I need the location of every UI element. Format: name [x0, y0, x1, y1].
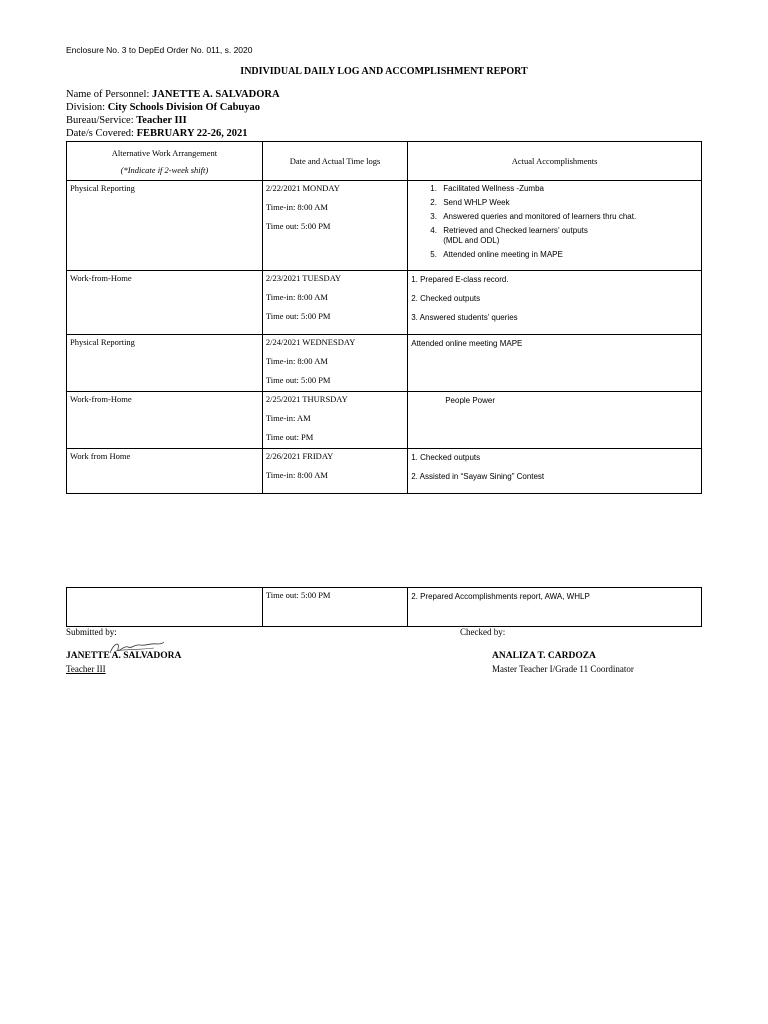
time-out: Time out: 5:00 PM — [265, 590, 331, 600]
date-day: 2/24/2021 WEDNESDAY — [265, 337, 356, 347]
table-row — [67, 181, 702, 271]
division-value: City Schools Division Of Cabuyao — [107, 102, 260, 113]
time-log-cell — [262, 271, 407, 335]
submitter-title: Teacher III — [66, 664, 106, 674]
table-row — [67, 271, 702, 335]
time-log-cell — [262, 181, 407, 271]
date-day: 2/26/2021 FRIDAY — [265, 451, 334, 461]
submitter-name: JANETTE A. SALVADORA — [66, 651, 182, 661]
accomplishment-list — [411, 184, 698, 260]
time-log-cell — [262, 449, 407, 494]
time-in: Time-in: 8:00 AM — [265, 470, 328, 480]
bureau-value: Teacher III — [136, 115, 187, 126]
arrangement-cell: Work-from-Home — [67, 271, 263, 335]
accomplishments-cell — [408, 335, 702, 392]
table-row — [67, 588, 702, 627]
date-day: 2/23/2021 TUESDAY — [265, 273, 342, 283]
date-day: 2/22/2021 MONDAY — [265, 183, 340, 193]
name-label: Name of Personnel: — [66, 89, 150, 100]
dates-covered — [66, 128, 248, 140]
list-item-subtext: (MDL and ODL) — [443, 236, 500, 245]
header-accomplishments: Actual Accomplishments — [408, 142, 702, 181]
accomplishment-line: 1. Prepared E-class record. — [411, 275, 509, 284]
checked-by-label: Checked by: — [460, 627, 506, 637]
accomplishment-line: Attended online meeting MAPE — [411, 339, 523, 348]
division — [66, 102, 260, 114]
header-arrangement-note: (*Indicate if 2-week shift) — [120, 164, 209, 175]
table-header-row — [67, 142, 702, 181]
checker-name: ANALIZA T. CARDOZA — [492, 651, 596, 661]
dates-value: FEBRUARY 22-26, 2021 — [136, 128, 248, 139]
accomplishments-cell — [408, 392, 702, 449]
arrangement-cell: Physical Reporting — [67, 181, 263, 271]
personnel-name — [66, 89, 280, 101]
submitted-by-label: Submitted by: — [66, 627, 117, 637]
arrangement-cell — [67, 588, 263, 627]
time-in: Time-in: 8:00 AM — [265, 202, 328, 212]
time-in: Time-in: 8:00 AM — [265, 292, 328, 302]
header-arrangement — [67, 142, 263, 181]
accomplishments-cell — [408, 181, 702, 271]
list-item — [439, 226, 698, 246]
time-out: Time out: 5:00 PM — [265, 311, 331, 321]
checker-title: Master Teacher I/Grade 11 Coordinator — [492, 664, 634, 674]
name-value: JANETTE A. SALVADORA — [152, 89, 280, 100]
table-row — [67, 449, 702, 494]
time-log-cell — [262, 392, 407, 449]
time-in: Time-in: AM — [265, 413, 311, 423]
time-out: Time out: PM — [265, 432, 314, 442]
header-arrangement-label: Alternative Work Arrangement — [111, 147, 218, 158]
accomplishments-cell — [408, 449, 702, 494]
list-item: 2. Send WHLP Week — [439, 198, 698, 208]
daily-log-table — [66, 141, 702, 494]
document-title: INDIVIDUAL DAILY LOG AND ACCOMPLISHMENT REPORT — [240, 66, 528, 77]
accomplishment-line: 1. Checked outputs — [411, 453, 481, 462]
time-out: Time out: 5:00 PM — [265, 221, 331, 231]
accomplishments-cell — [408, 588, 702, 627]
accomplishment-line: 2. Prepared Accomplishments report, AWA, WHLP — [411, 592, 590, 601]
list-item: 1. Facilitated Wellness -Zumba — [439, 184, 698, 194]
arrangement-cell: Work from Home — [67, 449, 263, 494]
time-out: Time out: 5:00 PM — [265, 375, 331, 385]
accomplishment-line: 2. Checked outputs — [411, 294, 481, 303]
date-day: 2/25/2021 THURSDAY — [265, 394, 348, 404]
time-log-cell — [262, 335, 407, 392]
bureau — [66, 115, 187, 127]
dates-label: Date/s Covered: — [66, 128, 134, 139]
accomplishment-line: 3. Answered students’ queries — [411, 313, 518, 322]
list-item: 5. Attended online meeting in MAPE — [439, 250, 698, 260]
arrangement-cell: Work-from-Home — [67, 392, 263, 449]
continuation-table — [66, 587, 702, 627]
enclosure-note: Enclosure No. 3 to DepEd Order No. 011, s. 2020 — [66, 45, 253, 55]
table-row — [67, 335, 702, 392]
table-row — [67, 392, 702, 449]
arrangement-cell: Physical Reporting — [67, 335, 263, 392]
bureau-label: Bureau/Service: — [66, 115, 134, 126]
header-date: Date and Actual Time logs — [262, 142, 407, 181]
time-in: Time-in: 8:00 AM — [265, 356, 328, 366]
list-item: 3. Answered queries and monitored of learners thru chat. — [439, 212, 698, 222]
time-log-cell — [262, 588, 407, 627]
list-item-text: Retrieved and Checked learners’ outputs — [443, 226, 588, 235]
accomplishment-line: People Power — [445, 396, 496, 405]
division-label: Division: — [66, 102, 106, 113]
accomplishment-line: 2. Assisted in “Sayaw Sining” Contest — [411, 472, 545, 481]
accomplishments-cell — [408, 271, 702, 335]
